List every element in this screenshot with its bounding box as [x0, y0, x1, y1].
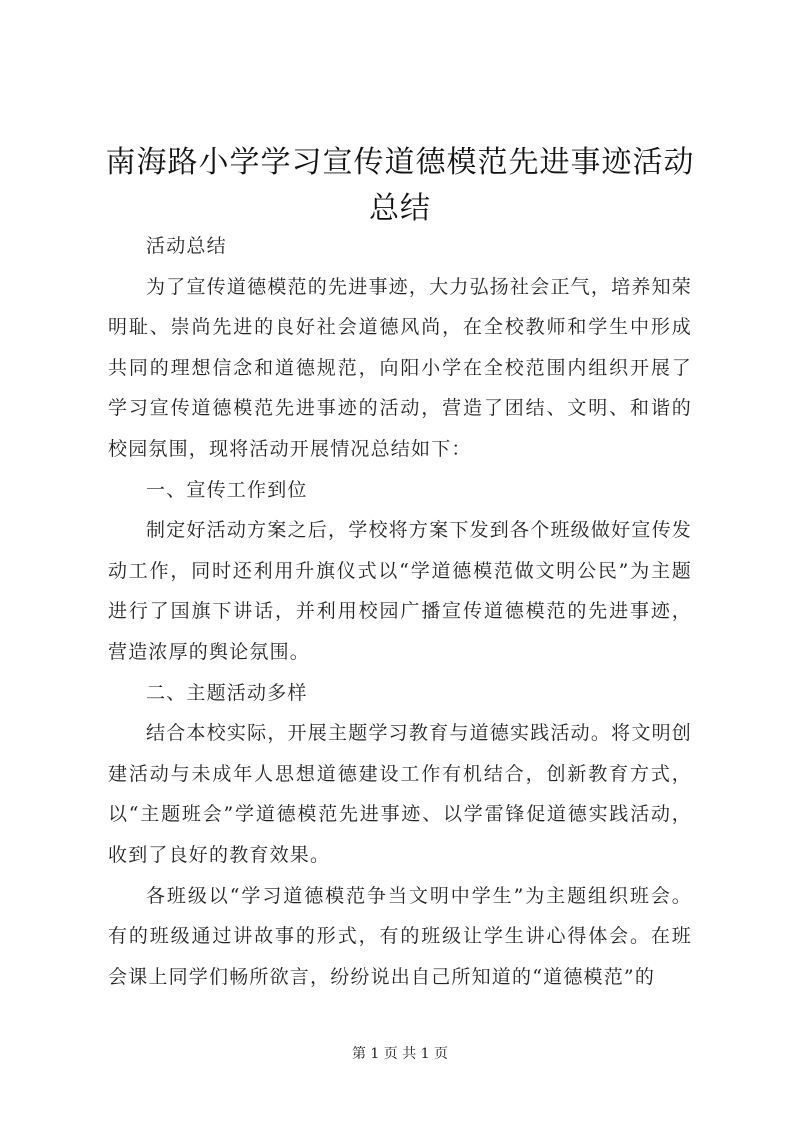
page-footer: 第 1 页 共 1 页	[351, 1046, 449, 1062]
section-2-paragraph-continued: 各班级以“学习道德模范争当文明中学生”为主题组织班会。有的班级通过讲故事的形式，有的班级让学生讲心得体会。在班会课上同学们畅所欲言，纷纷说出自己所知道的“道德模范”的	[108, 884, 692, 988]
document-body	[108, 226, 692, 997]
document-title: 南海路小学学习宣传道德模范先进事迹活动总结	[105, 145, 695, 226]
section-heading-2: 二、主题活动多样	[146, 681, 308, 704]
section-label: 活动总结	[146, 235, 227, 257]
section-2-paragraph: 结合本校实际，开展主题学习教育与道德实践活动。将文明创建活动与未成年人思想道德建设工作有机结合，创新教育方式，以“主题班会”学道德模范先进事迹、以学雷锋促道德实践活动，收到了良好的教育效果。	[108, 722, 692, 866]
intro-paragraph: 为了宣传道德模范的先进事迹，大力弘扬社会正气，培养知荣明耻、崇尚先进的良好社会道德风尚，在全校教师和学生中形成共同的理想信念和道德规范，向阳小学在全校范围内组织开展了学习宣传道德模范先进事迹的活动，营造了团结、文明、和谐的校园氛围，现将活动开展情况总结如下：	[108, 275, 692, 460]
section-1-paragraph: 制定好活动方案之后，学校将方案下发到各个班级做好宣传发动工作，同时还利用升旗仪式以“学道德模范做文明公民”为主题进行了国旗下讲话，并利用校园广播宣传道德模范的先进事迹，营造浓厚的舆论氛围。	[108, 519, 692, 663]
section-heading-1: 一、宣传工作到位	[146, 478, 308, 501]
